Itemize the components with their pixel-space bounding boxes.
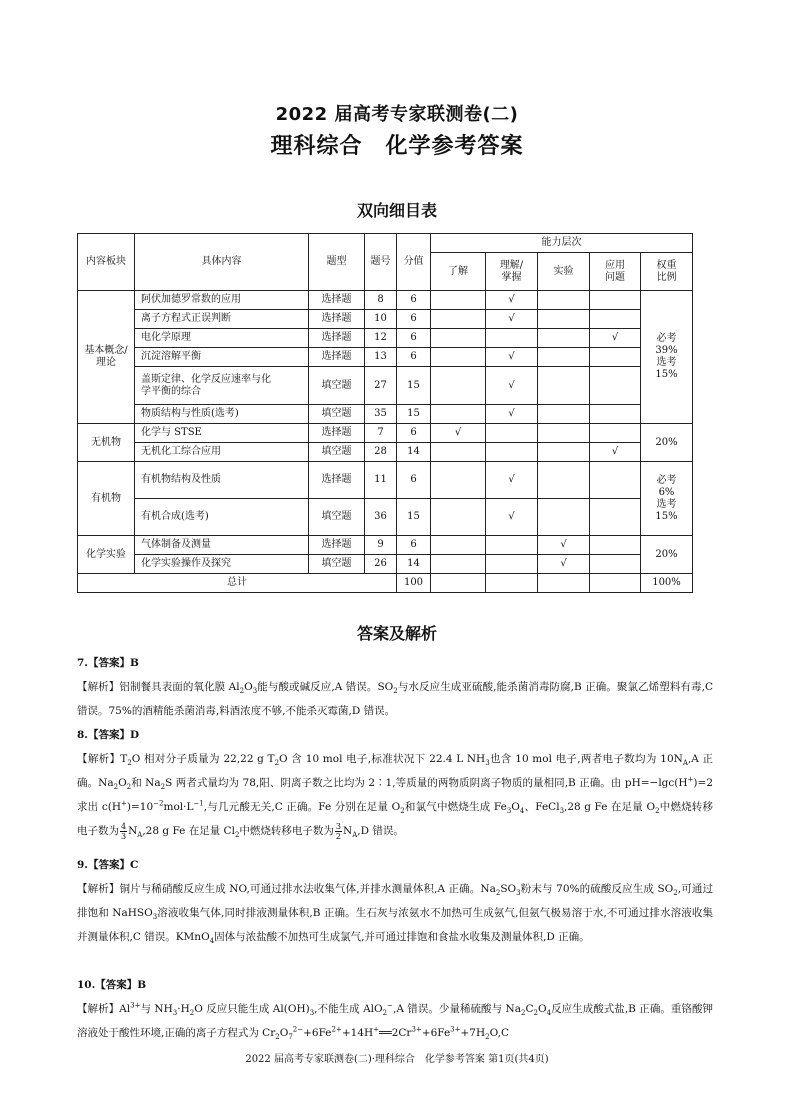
cell-line: 阿伏加德罗常数的应用 [141,294,241,305]
check-cell [590,310,641,329]
cell-line: 离子方程式正误判断 [141,313,231,324]
check-cell [431,329,486,348]
check-cell [431,462,486,499]
cell-line: 化学实验 [86,548,126,560]
table-row [78,536,693,555]
content-cell [135,443,309,462]
content-cell [135,291,309,310]
cell-line: 权重 [656,259,677,271]
number-cell: 9 [365,536,397,555]
header-type: 题型 [309,234,365,291]
table-row [78,405,693,424]
check-cell: √ [431,424,486,443]
type-cell: 填空题 [309,443,365,462]
check-cell [431,443,486,462]
score-cell: 14 [397,555,431,574]
analysis-text: 【解析】$T_2O$ 相对分子质量为 22,22 g $T_2O$ 含 10 mol 电子,标准状况下 22.4 L $NH_3$也含 10 mol 电子,两者电子数均为 $10N_A,A$ 正确。$Na_2O_2$和 $Na_2S$ 两者式量均为 78,阳、阴离子数之比均为 2∶1,等质量的两物质阴离子物质的量相同,B 正确。由 pH=−lgc(H+)=2 求出 $c(H^+)=10^{-2}mol\cdot L^{-1}$,与几元酸无关,C 正确。Fe 分别在足量 $O_2$和氯气中燃烧生成 $Fe_3O_4$、FeCl$_3$,28 g Fe 在足量 $O_2$中燃烧转移电子数为 $\frac{4}{3}$ $N_A,28$ g Fe 在足量 $Cl_2$中燃烧转移电子数为 $\frac{3}{2}$ $N_A,D$ 错误。 [77,753,714,841]
check-cell [486,424,538,443]
total-score: 100 [397,574,431,593]
cell-line: 有机合成(选考) [141,511,209,522]
cell-line: 学平衡的综合 [141,385,201,397]
check-cell [590,348,641,367]
header-content: 具体内容 [135,234,309,291]
page-footer: 2022 届高考专家联测卷(二)·理科综合 化学参考答案 第1页(共4页) [245,1054,549,1065]
cell-line: 问题 [605,271,625,283]
content-cell [135,462,309,499]
check-cell [590,555,641,574]
cell-line: 15% [655,510,678,522]
empty-cell [538,574,590,593]
number-cell: 7 [365,424,397,443]
score-cell: 15 [397,367,431,405]
check-cell: √ [538,536,590,555]
header-number: 题号 [365,234,397,291]
header-module: 内容板块 [78,234,135,291]
check-cell [590,536,641,555]
answer-heading: 8.【答案】D [77,729,140,741]
check-cell [538,348,590,367]
header-comprehend [486,253,538,291]
type-cell: 选择题 [309,329,365,348]
cell-line: 无机物 [91,436,121,448]
check-cell: √ [486,291,538,310]
page-subtitle: 理科综合 化学参考答案 [270,134,524,159]
check-cell [538,329,590,348]
score-cell: 15 [397,405,431,424]
cell-line: 化学实验操作及探究 [141,558,231,569]
type-cell: 选择题 [309,291,365,310]
check-cell [431,291,486,310]
check-cell [431,310,486,329]
check-cell [431,367,486,405]
cell-line: 应用 [605,259,625,271]
content-cell [135,555,309,574]
cell-line: 理解/ [499,259,524,271]
weight-cell [641,536,693,574]
header-understand: 了解 [431,253,486,291]
fraction: $\frac{3}{2}$ [335,821,341,841]
score-cell: 6 [397,310,431,329]
header-experiment: 实验 [538,253,590,291]
cell-line: 沉淀溶解平衡 [141,351,201,362]
score-cell: 14 [397,443,431,462]
check-cell [538,443,590,462]
cell-line: 无机化工综合应用 [141,446,221,457]
cell-line: 物质结构与性质(选考) [141,408,239,419]
check-cell [486,536,538,555]
cell-line: 盖斯定律、化学反应速率与化 [141,373,271,385]
content-cell [135,329,309,348]
type-cell: 填空题 [309,499,365,536]
module-cell [78,536,135,574]
cell-line: 选考 [656,357,677,368]
header-score: 分值 [397,234,431,291]
type-cell: 填空题 [309,555,365,574]
table-row [78,291,693,310]
empty-cell [431,574,486,593]
page-title: 2022 届高考专家联测卷(二) [275,104,519,125]
weight-cell [641,462,693,536]
type-cell: 选择题 [309,310,365,329]
module-cell [78,291,135,424]
type-cell: 填空题 [309,405,365,424]
cell-line: 化学与 STSE [141,427,202,438]
header-apply [590,253,641,291]
total-weight: 100% [641,574,693,593]
number-cell: 13 [365,348,397,367]
content-cell [135,367,309,405]
check-cell [590,462,641,499]
content-cell [135,499,309,536]
cell-line: 必考 [656,333,677,344]
check-cell [590,424,641,443]
check-cell [486,329,538,348]
score-cell: 6 [397,291,431,310]
check-cell: √ [486,310,538,329]
cell-line: 有机物结构及性质 [141,474,221,485]
table-row [78,424,693,443]
check-cell [486,555,538,574]
cell-line: 基本概念/ [84,345,128,356]
check-cell: √ [486,405,538,424]
score-cell: 15 [397,499,431,536]
check-cell: √ [486,348,538,367]
module-cell [78,424,135,462]
score-cell: 6 [397,329,431,348]
table-row [78,329,693,348]
check-cell: √ [486,499,538,536]
check-cell: √ [590,443,641,462]
check-cell [538,424,590,443]
type-cell: 选择题 [309,424,365,443]
number-cell: 27 [365,367,397,405]
check-cell [431,555,486,574]
check-cell: √ [590,329,641,348]
analysis-text: 【解析】铝制餐具表面的氧化膜 $Al_2O_3$能与酸或碱反应,A 错误。$SO_2$与水反应生成亚硫酸,能杀菌消毒防腐,B 正确。聚氯乙烯塑料有毒,C 错误。75%的酒精能杀菌消毒,料酒浓度不够,不能杀灭霉菌,D 错误。 [77,681,713,717]
cell-line: 15% [655,369,678,380]
content-cell [135,424,309,443]
number-cell: 35 [365,405,397,424]
header-weight [641,253,693,291]
cell-line: 电化学原理 [141,332,191,343]
cell-line: 气体制备及测量 [141,539,211,550]
score-cell: 6 [397,536,431,555]
number-cell: 36 [365,499,397,536]
module-cell [78,462,135,536]
check-cell [431,499,486,536]
check-cell [538,310,590,329]
check-cell [590,367,641,405]
number-cell: 12 [365,329,397,348]
table-row [78,462,693,499]
check-cell: √ [486,462,538,499]
type-cell: 选择题 [309,536,365,555]
score-cell: 6 [397,348,431,367]
type-cell: 填空题 [309,367,365,405]
analysis-text: 【解析】铜片与稀硝酸反应生成 NO,可通过排水法收集气体,并排水测量体积,A 正确。$Na_2SO_3$粉末与 70%的硫酸反应生成 $SO_2$,可通过排饱和 NaHSO$_3$溶液收集气体,同时排液测量体积,B 正确。生石灰与浓氨水不加热可生成氨气,但氨气极易溶于水,不可通过排水溶液收集并测量体积,C 错误。KMnO$_4$固体与浓盐酸不加热可生成氯气,并可通过排饱和食盐水收集及测量体积,D 正确。 [77,883,713,946]
table-row [78,499,693,536]
table-row [78,367,693,405]
empty-cell [590,574,641,593]
number-cell: 10 [365,310,397,329]
table-section-title: 双向细目表 [356,201,437,220]
check-cell [431,405,486,424]
answer-heading: 9.【答案】C [77,859,139,871]
cell-line: 20% [655,548,678,560]
answer-heading: 10.【答案】B [77,979,147,991]
total-label: 总计 [78,574,397,593]
type-cell: 选择题 [309,348,365,367]
content-cell [135,348,309,367]
check-cell [431,348,486,367]
check-cell [590,405,641,424]
check-cell [538,499,590,536]
cell-line: 6% [658,486,675,498]
check-cell [486,443,538,462]
table-row [78,310,693,329]
header-ability: 能力层次 [431,234,693,253]
number-cell: 26 [365,555,397,574]
answer-q8 [77,723,713,843]
content-cell [135,405,309,424]
check-cell [538,367,590,405]
cell-line: 有机物 [91,492,121,504]
table-row [78,443,693,462]
cell-line: 掌握 [501,271,522,283]
weight-cell [641,291,693,424]
cell-line: 理论 [96,357,116,368]
answer-heading: 7.【答案】B [77,657,139,669]
cell-line: 比例 [656,271,677,283]
table-row [78,348,693,367]
table-row [78,555,693,574]
content-cell [135,536,309,555]
fraction: $\frac{4}{3}$ [121,821,127,841]
number-cell: 28 [365,443,397,462]
check-cell [590,499,641,536]
check-cell [590,291,641,310]
empty-cell [486,574,538,593]
check-cell [538,405,590,424]
score-cell: 6 [397,462,431,499]
answer-q9 [77,853,713,949]
check-cell: √ [538,555,590,574]
type-cell: 选择题 [309,462,365,499]
check-cell [431,536,486,555]
answers-section-title: 答案及解析 [356,624,437,643]
answer-q7 [77,651,713,723]
number-cell: 8 [365,291,397,310]
weight-cell [641,424,693,462]
score-cell: 6 [397,424,431,443]
cell-line: 选考 [656,498,677,510]
answer-q10 [77,973,713,1045]
number-cell: 11 [365,462,397,499]
spec-table [77,233,693,593]
check-cell [538,462,590,499]
total-row [78,574,693,593]
analysis-text: 【解析】$Al^{3+}$与 $NH_3\cdot H_2O$ 反应只能生成 $Al(OH)_3$,不能生成 AlO$_2$−,A 错误。少量稀硫酸与 $Na_2C_2O_4$反应生成酸式盐,B 正确。重铬酸钾溶液处于酸性环境,正确的离子方程式为 $Cr_2O_7^{2-}+6Fe^{2+}+14H^+══2Cr^{3+}+6Fe^{3+}+7H_2O,C$ [77,1001,714,1042]
check-cell [538,291,590,310]
content-cell [135,310,309,329]
cell-line: 必考 [656,474,677,486]
cell-line: 20% [655,436,678,448]
check-cell: √ [486,367,538,405]
cell-line: 39% [655,345,678,356]
